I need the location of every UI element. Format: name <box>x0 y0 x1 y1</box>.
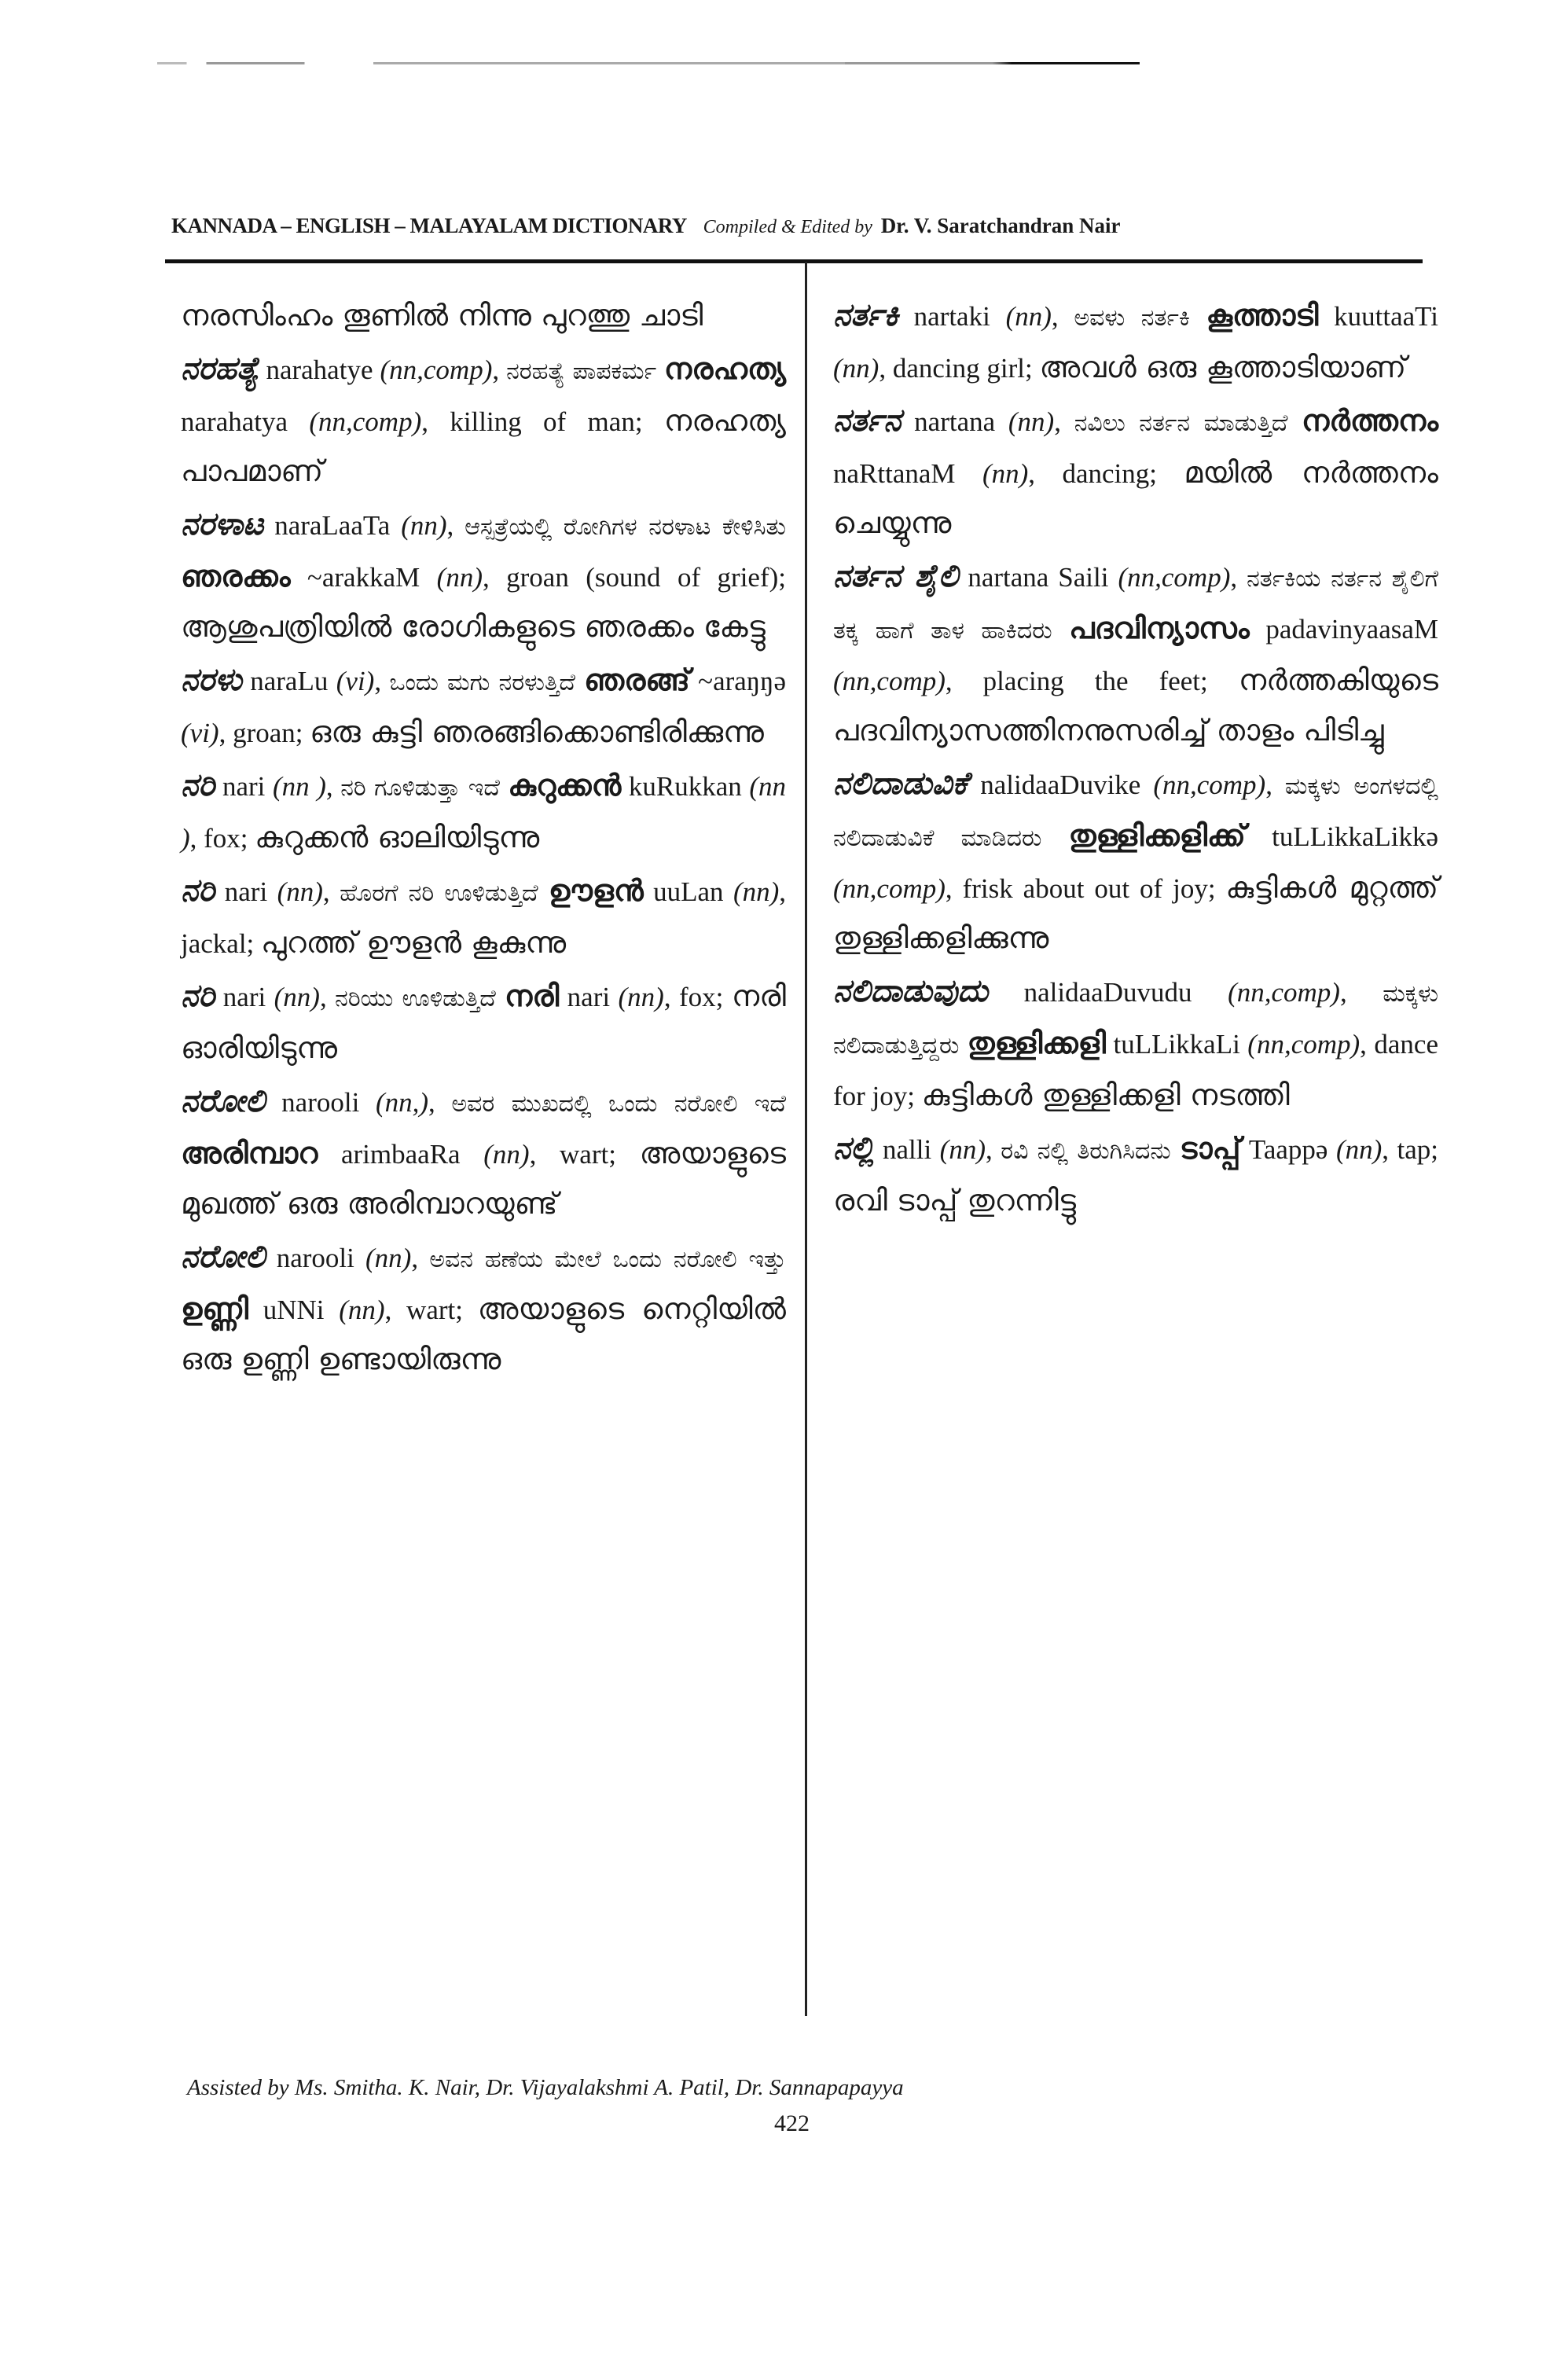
kannada-example: ಒಂದು ಮಗು ನರಳುತ್ತಿದೆ <box>389 669 585 696</box>
dictionary-entry <box>181 1232 786 1385</box>
transliteration: uNNi <box>248 1295 340 1325</box>
english-gloss: , <box>1230 562 1247 593</box>
english-gloss: , dancing girl; <box>879 353 1040 384</box>
dictionary-entry <box>181 866 786 968</box>
english-gloss: , groan (sound of grief); <box>482 562 786 593</box>
english-gloss: , <box>446 510 465 541</box>
malayalam-example: പുറത്ത് ഊളൻ കൂകുന്നു <box>261 925 567 960</box>
english-gloss: , wart; <box>384 1295 478 1325</box>
part-of-speech: (nn,comp) <box>1228 977 1340 1008</box>
part-of-speech: (nn) <box>1008 406 1055 437</box>
part-of-speech: (nn,comp) <box>833 873 946 904</box>
dictionary-entry <box>833 291 1438 393</box>
kannada-headword: ನರಹತ್ಯೆ <box>181 351 259 387</box>
malayalam-example: അവൾ ഒരു കൂത്താടിയാണ് <box>1039 350 1407 384</box>
transliteration: nalidaaDuvudu <box>988 977 1228 1008</box>
transliteration: arimbaaRa <box>318 1139 484 1170</box>
part-of-speech: (nn ) <box>181 771 787 854</box>
english-gloss: , <box>319 982 336 1012</box>
malayalam-headword: പദവിന്യാസം <box>1069 611 1250 645</box>
dictionary-entry <box>833 1124 1438 1226</box>
malayalam-headword: കുറുക്കൻ <box>508 768 622 803</box>
transliteration: kuRukkan <box>621 771 750 802</box>
kannada-headword: ನರಿ <box>181 872 215 909</box>
transliteration: naRttanaM <box>833 458 982 489</box>
kannada-example: ಅವರ ಮುಖದಲ್ಲಿ ಒಂದು ನರೋಲಿ ಇದೆ <box>451 1090 787 1118</box>
transliteration: padavinyaasaM <box>1249 614 1438 645</box>
malayalam-example: നർത്തകിയുടെ പദവിന്യാസത്തിനനുസരിച്ച് താളം പിടിച്ചു <box>833 663 1438 747</box>
malayalam-example: മയിൽ നർത്തനം ചെയ്യുന്നു <box>833 455 1438 540</box>
dictionary-entry <box>181 500 786 652</box>
compiled-by-label: Compiled & Edited by <box>703 217 872 237</box>
malayalam-example: കുറുക്കൻ ഓലിയിടുന്നു <box>255 820 540 854</box>
transliteration: nari <box>215 771 273 802</box>
transliteration: nari <box>215 876 277 907</box>
transliteration: naraLu <box>241 666 336 696</box>
malayalam-example: അയാളുടെ മുഖത്ത് ഒരു അരിമ്പാറയുണ്ട് <box>181 1136 786 1221</box>
dictionary-entry <box>833 759 1438 964</box>
part-of-speech: (nn) <box>277 876 323 907</box>
transliteration: Taappə <box>1240 1134 1336 1165</box>
part-of-speech: (vi) <box>181 718 219 748</box>
kannada-example: ಹೊರಗೆ ನರಿ ಊಳಿಡುತ್ತಿದೆ <box>340 880 549 907</box>
malayalam-headword: ടാപ്പ് <box>1179 1131 1241 1166</box>
dictionary-entry <box>833 396 1438 549</box>
transliteration: narahatya <box>181 406 310 437</box>
kannada-headword: ನಲಿದಾಡುವಿಕೆ <box>833 766 968 802</box>
malayalam-headword: തുള്ളിക്കളി <box>967 1026 1106 1060</box>
part-of-speech: (nn) <box>733 876 780 907</box>
part-of-speech: (nn,comp) <box>1153 769 1266 800</box>
kannada-example: ನರ್ತಕಿಯ ನರ್ತನ ಶೈಲಿಗೆ ತಕ್ಕ ಹಾಗೆ ತಾಳ ಹಾಕಿದರು <box>833 565 1439 645</box>
malayalam-example: അയാളുടെ നെറ്റിയിൽ ഒരു ഉണ്ണി ഉണ്ടായിരുന്നു <box>181 1291 786 1376</box>
english-gloss: , frisk about out of joy; <box>945 873 1226 904</box>
english-gloss: , <box>428 1087 452 1118</box>
kannada-example: ನರಿಯು ಊಳಿಡುತ್ತಿದೆ <box>335 985 505 1012</box>
transliteration: narahatye <box>259 354 380 385</box>
left-column <box>181 291 786 1388</box>
part-of-speech: (nn,comp) <box>833 666 946 696</box>
english-gloss: , <box>1265 769 1285 800</box>
page-number: 422 <box>774 2110 810 2136</box>
english-gloss: , groan; <box>218 718 310 748</box>
kannada-headword: ನರ್ತಕಿ <box>833 297 898 333</box>
kannada-headword: ನರಿ <box>181 978 215 1014</box>
english-gloss: , <box>374 666 390 696</box>
english-gloss: , <box>492 354 507 385</box>
malayalam-headword: ഉണ്ണി <box>181 1291 248 1326</box>
english-gloss: , tap; <box>1382 1134 1439 1165</box>
malayalam-example: ഒരു കുട്ടി ഞരങ്ങിക്കൊണ്ടിരിക്കുന്നു <box>310 714 764 749</box>
dictionary-entry <box>181 291 786 341</box>
part-of-speech: (nn) <box>365 1243 412 1273</box>
transliteration: nalidaaDuvike <box>968 769 1154 800</box>
kannada-headword: ನರ್ತನ <box>833 402 902 439</box>
part-of-speech: (nn,) <box>375 1087 428 1118</box>
assisted-by-credit: Assisted by Ms. Smitha. K. Nair, Dr. Vijayalakshmi A. Patil, Dr. Sannapapayya <box>187 2075 904 2100</box>
column-divider <box>805 262 807 2016</box>
kannada-headword: ನರೋಲಿ <box>181 1083 266 1119</box>
malayalam-example: കുട്ടികൾ തുള്ളിക്കളി നടത്തി <box>921 1078 1290 1112</box>
transliteration: tuLLikkaLikkə <box>1245 821 1438 852</box>
editor-name: Dr. V. Saratchandran Nair <box>880 214 1121 237</box>
kannada-example: ಮಕ್ಕಳು ನಲಿದಾಡುತ್ತಿದ್ದರು <box>833 980 1438 1060</box>
transliteration: narooli <box>265 1087 376 1118</box>
kannada-headword: ನರಳು <box>181 662 242 698</box>
kannada-example: ಅವಳು ನರ್ತಕಿ <box>1074 304 1206 332</box>
part-of-speech: (nn,comp) <box>309 406 422 437</box>
part-of-speech: (nn) <box>436 562 483 593</box>
transliteration: nari <box>215 982 274 1012</box>
english-gloss: , dance for joy; <box>833 1029 1438 1111</box>
part-of-speech: (nn) <box>833 353 879 384</box>
english-gloss: , jackal; <box>181 876 786 959</box>
english-gloss: , wart; <box>529 1139 640 1170</box>
kannada-headword: ನರಿ <box>181 767 215 803</box>
part-of-speech: (nn) <box>274 982 320 1012</box>
dictionary-entry <box>181 344 786 497</box>
english-gloss: , killing of man; <box>421 406 664 437</box>
english-gloss: , <box>1051 301 1074 332</box>
english-gloss: , <box>985 1134 1001 1165</box>
transliteration: nalli <box>874 1134 940 1165</box>
malayalam-headword: ഞരങ്ങ് <box>584 663 690 697</box>
english-gloss: , fox; <box>663 982 732 1012</box>
right-column <box>833 291 1438 1229</box>
transliteration: naraLaaTa <box>263 510 402 541</box>
part-of-speech: (nn) <box>1005 301 1052 332</box>
english-gloss: , <box>325 771 341 802</box>
kannada-example: ಅವನ ಹಣೆಯ ಮೇಲೆ ಒಂದು ನರೋಲಿ ಇತ್ತು <box>429 1246 787 1273</box>
kannada-example: ಆಸ್ಪತ್ರೆಯಲ್ಲಿ ರೋಗಿಗಳ ನರಳಾಟ ಕೇಳಿಸಿತು <box>465 513 786 541</box>
part-of-speech: (vi) <box>336 666 375 696</box>
kannada-headword: ನರಳಾಟ <box>181 506 264 542</box>
kannada-example: ನವಿಲು ನರ್ತನ ಮಾಡುತ್ತಿದೆ <box>1074 410 1302 437</box>
transliteration: ~araŋŋə <box>689 666 786 696</box>
kannada-example: ನರಹತ್ಯೆ ಪಾಪಕರ್ಮ <box>506 358 664 385</box>
malayalam-headword: ഞരക്കം <box>181 559 291 593</box>
transliteration: ~arakkaM <box>290 562 437 593</box>
transliteration: uuLan <box>643 876 733 907</box>
malayalam-example: നരസിംഹം തൂണിൽ നിന്നു പുറത്തു ചാടി <box>181 298 703 332</box>
transliteration: narooli <box>265 1243 365 1273</box>
english-gloss: , dancing; <box>1028 458 1184 489</box>
dictionary-entry <box>181 971 786 1074</box>
english-gloss: , <box>411 1243 430 1273</box>
kannada-headword: ನಲ್ಲಿ <box>833 1130 875 1166</box>
dictionary-entry <box>181 656 786 758</box>
english-gloss: , <box>1054 406 1074 437</box>
part-of-speech: (nn) <box>982 458 1029 489</box>
malayalam-headword: നരഹത്യ <box>663 351 786 386</box>
part-of-speech: (nn) <box>401 510 447 541</box>
transliteration: nartaki <box>898 301 1006 332</box>
running-header <box>171 214 1429 245</box>
malayalam-headword: നർത്തനം <box>1301 403 1439 438</box>
kannada-headword: ನರ್ತನ ಶೈಲಿ <box>833 558 959 594</box>
part-of-speech: (nn) <box>339 1295 385 1325</box>
malayalam-example: നരഹത്യ പാപമാണ് <box>181 403 786 488</box>
malayalam-headword: അരിമ്പാറ <box>181 1136 318 1170</box>
malayalam-example: കുട്ടികൾ മുറ്റത്ത് തുള്ളിക്കളിക്കുന്നു <box>833 870 1439 955</box>
malayalam-headword: തുള്ളിക്കളിക്ക് <box>1068 818 1246 853</box>
dictionary-title: KANNADA – ENGLISH – MALAYALAM DICTIONARY <box>171 214 687 237</box>
dictionary-entry <box>181 1077 786 1229</box>
kannada-example: ಮಕ್ಕಳು ಅಂಗಳದಲ್ಲಿ ನಲಿದಾಡುವಿಕೆ ಮಾಡಿದರು <box>833 773 1439 852</box>
malayalam-example: രവി ടാപ്പ് തുറന്നിട്ടു <box>833 1183 1077 1218</box>
kannada-example: ನರಿ ಗೂಳಿಡುತ್ತಾ ಇದೆ <box>340 774 509 802</box>
transliteration: nari <box>559 982 619 1012</box>
part-of-speech: (nn,comp) <box>1118 562 1231 593</box>
malayalam-headword: നരി <box>505 979 560 1013</box>
kannada-headword: ನರೋಲಿ <box>181 1239 266 1275</box>
english-gloss: , fox; <box>189 823 255 854</box>
kannada-headword: ನಲಿದಾಡುವುದು <box>833 973 989 1009</box>
dictionary-entry <box>181 761 786 863</box>
part-of-speech: (nn,comp) <box>1247 1029 1361 1060</box>
part-of-speech: (nn) <box>1335 1134 1383 1165</box>
malayalam-headword: ഊളൻ <box>548 873 644 908</box>
english-gloss: , <box>1339 977 1383 1008</box>
part-of-speech: (nn ) <box>272 771 326 802</box>
transliteration: tuLLikkaLi <box>1106 1029 1248 1060</box>
dictionary-entry <box>833 967 1438 1121</box>
part-of-speech: (nn) <box>483 1139 530 1170</box>
english-gloss: , placing the feet; <box>945 666 1239 696</box>
kannada-example: ರವಿ ನಲ್ಲಿ ತಿರುಗಿಸಿದನು <box>1001 1137 1180 1165</box>
part-of-speech: (nn) <box>618 982 664 1012</box>
scan-artifact-line <box>157 62 1140 64</box>
dictionary-entry <box>833 552 1438 756</box>
malayalam-example: ആശുപത്രിയിൽ രോഗികളുടെ ഞരക്കം കേട്ടു <box>181 609 766 644</box>
transliteration: nartana Saili <box>958 562 1118 593</box>
header-rule <box>165 259 1423 263</box>
english-gloss: , <box>322 876 340 907</box>
part-of-speech: (nn) <box>939 1134 986 1165</box>
part-of-speech: (nn,comp) <box>380 354 493 385</box>
malayalam-headword: കൂത്താടി <box>1206 298 1319 332</box>
transliteration: nartana <box>901 406 1008 437</box>
transliteration: kuuttaaTi <box>1318 301 1439 332</box>
malayalam-example: നരി ഓരിയിടുന്നു <box>181 979 787 1065</box>
